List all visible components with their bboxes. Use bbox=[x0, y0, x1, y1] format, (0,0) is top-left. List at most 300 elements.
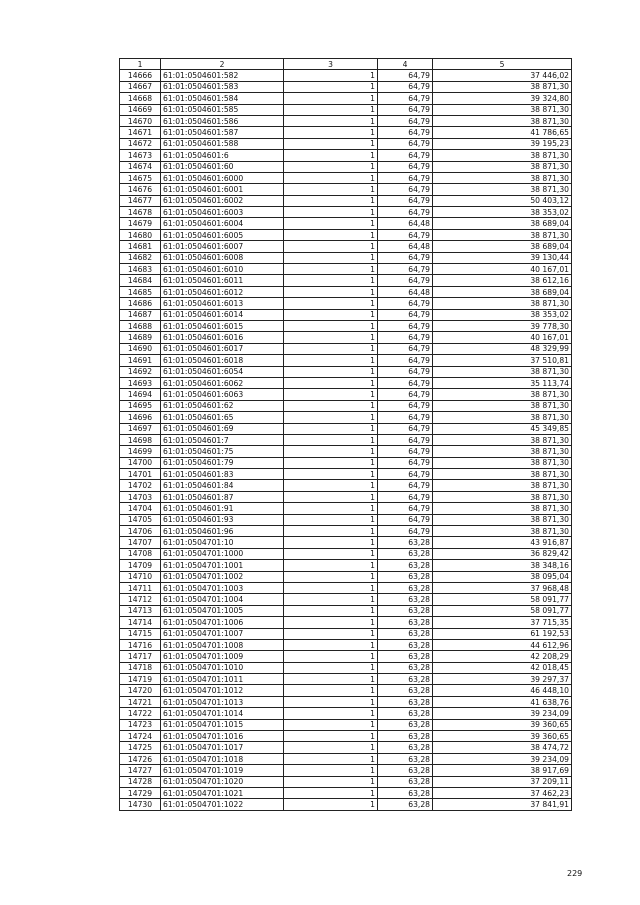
cadastral-number-cell: 61:01:0504701:1016 bbox=[161, 731, 284, 742]
table-row bbox=[120, 412, 572, 423]
table-body bbox=[120, 70, 572, 810]
count-cell: 1 bbox=[284, 560, 378, 571]
rate-cell: 64,79 bbox=[378, 469, 433, 480]
cadastral-number-cell: 61:01:0504601:69 bbox=[161, 423, 284, 434]
amount-cell: 38 871,30 bbox=[433, 150, 572, 161]
rate-cell: 64,79 bbox=[378, 446, 433, 457]
amount-cell: 39 360,65 bbox=[433, 719, 572, 730]
amount-cell: 38 917,69 bbox=[433, 765, 572, 776]
row-number-cell: 14703 bbox=[120, 491, 161, 502]
count-cell: 1 bbox=[284, 605, 378, 616]
cadastral-number-cell: 61:01:0504601:585 bbox=[161, 104, 284, 115]
count-cell: 1 bbox=[284, 765, 378, 776]
cadastral-number-cell: 61:01:0504601:584 bbox=[161, 93, 284, 104]
table-row bbox=[120, 605, 572, 616]
rate-cell: 63,28 bbox=[378, 731, 433, 742]
table-row bbox=[120, 377, 572, 388]
rate-cell: 63,28 bbox=[378, 548, 433, 559]
amount-cell: 38 871,30 bbox=[433, 412, 572, 423]
count-cell: 1 bbox=[284, 776, 378, 787]
count-cell: 1 bbox=[284, 434, 378, 445]
amount-cell: 38 871,30 bbox=[433, 491, 572, 502]
row-number-cell: 14704 bbox=[120, 503, 161, 514]
row-number-cell: 14690 bbox=[120, 343, 161, 354]
count-cell: 1 bbox=[284, 195, 378, 206]
count-cell: 1 bbox=[284, 309, 378, 320]
cadastral-number-cell: 61:01:0504701:1017 bbox=[161, 742, 284, 753]
amount-cell: 45 349,85 bbox=[433, 423, 572, 434]
cadastral-number-cell: 61:01:0504701:1012 bbox=[161, 685, 284, 696]
rate-cell: 64,79 bbox=[378, 389, 433, 400]
table-row bbox=[120, 776, 572, 787]
rate-cell: 63,28 bbox=[378, 628, 433, 639]
cadastral-number-cell: 61:01:0504701:1009 bbox=[161, 651, 284, 662]
amount-cell: 38 871,30 bbox=[433, 434, 572, 445]
cadastral-number-cell: 61:01:0504601:96 bbox=[161, 526, 284, 537]
cadastral-number-cell: 61:01:0504601:6014 bbox=[161, 309, 284, 320]
table-row bbox=[120, 241, 572, 252]
row-number-cell: 14714 bbox=[120, 617, 161, 628]
rate-cell: 64,79 bbox=[378, 423, 433, 434]
rate-cell: 64,79 bbox=[378, 400, 433, 411]
amount-cell: 38 871,30 bbox=[433, 115, 572, 126]
table-row bbox=[120, 252, 572, 263]
count-cell: 1 bbox=[284, 252, 378, 263]
row-number-cell: 14701 bbox=[120, 469, 161, 480]
amount-cell: 38 871,30 bbox=[433, 514, 572, 525]
count-cell: 1 bbox=[284, 207, 378, 218]
count-cell: 1 bbox=[284, 423, 378, 434]
amount-cell: 44 612,96 bbox=[433, 639, 572, 650]
table-row bbox=[120, 674, 572, 685]
count-cell: 1 bbox=[284, 617, 378, 628]
count-cell: 1 bbox=[284, 594, 378, 605]
count-cell: 1 bbox=[284, 788, 378, 799]
count-cell: 1 bbox=[284, 275, 378, 286]
row-number-cell: 14716 bbox=[120, 639, 161, 650]
cadastral-number-cell: 61:01:0504701:1014 bbox=[161, 708, 284, 719]
amount-cell: 58 091,77 bbox=[433, 605, 572, 616]
table-row bbox=[120, 343, 572, 354]
column-header-5: 5 bbox=[433, 59, 572, 70]
header-row bbox=[120, 59, 572, 70]
rate-cell: 64,79 bbox=[378, 229, 433, 240]
rate-cell: 64,79 bbox=[378, 457, 433, 468]
row-number-cell: 14699 bbox=[120, 446, 161, 457]
amount-cell: 38 871,30 bbox=[433, 457, 572, 468]
rate-cell: 64,79 bbox=[378, 298, 433, 309]
table-row bbox=[120, 104, 572, 115]
table-row bbox=[120, 560, 572, 571]
row-number-cell: 14709 bbox=[120, 560, 161, 571]
rate-cell: 64,48 bbox=[378, 286, 433, 297]
cadastral-number-cell: 61:01:0504601:93 bbox=[161, 514, 284, 525]
rate-cell: 63,28 bbox=[378, 639, 433, 650]
row-number-cell: 14707 bbox=[120, 537, 161, 548]
amount-cell: 42 018,45 bbox=[433, 662, 572, 673]
rate-cell: 63,28 bbox=[378, 799, 433, 810]
cadastral-number-cell: 61:01:0504601:6005 bbox=[161, 229, 284, 240]
count-cell: 1 bbox=[284, 662, 378, 673]
table-row bbox=[120, 150, 572, 161]
cadastral-number-cell: 61:01:0504601:6015 bbox=[161, 320, 284, 331]
amount-cell: 40 167,01 bbox=[433, 264, 572, 275]
rate-cell: 64,79 bbox=[378, 104, 433, 115]
rate-cell: 63,28 bbox=[378, 788, 433, 799]
rate-cell: 64,79 bbox=[378, 412, 433, 423]
table-row bbox=[120, 788, 572, 799]
table-row bbox=[120, 70, 572, 81]
rate-cell: 64,79 bbox=[378, 93, 433, 104]
cadastral-number-cell: 61:01:0504701:1021 bbox=[161, 788, 284, 799]
amount-cell: 37 446,02 bbox=[433, 70, 572, 81]
row-number-cell: 14674 bbox=[120, 161, 161, 172]
amount-cell: 38 871,30 bbox=[433, 172, 572, 183]
amount-cell: 38 689,04 bbox=[433, 218, 572, 229]
amount-cell: 38 871,30 bbox=[433, 81, 572, 92]
row-number-cell: 14727 bbox=[120, 765, 161, 776]
count-cell: 1 bbox=[284, 651, 378, 662]
column-header-1: 1 bbox=[120, 59, 161, 70]
count-cell: 1 bbox=[284, 571, 378, 582]
count-cell: 1 bbox=[284, 503, 378, 514]
rate-cell: 63,28 bbox=[378, 651, 433, 662]
rate-cell: 63,28 bbox=[378, 571, 433, 582]
count-cell: 1 bbox=[284, 286, 378, 297]
rate-cell: 64,79 bbox=[378, 526, 433, 537]
column-header-2: 2 bbox=[161, 59, 284, 70]
rate-cell: 63,28 bbox=[378, 617, 433, 628]
cadastral-number-cell: 61:01:0504701:1001 bbox=[161, 560, 284, 571]
rate-cell: 63,28 bbox=[378, 696, 433, 707]
count-cell: 1 bbox=[284, 161, 378, 172]
row-number-cell: 14668 bbox=[120, 93, 161, 104]
table-row bbox=[120, 320, 572, 331]
count-cell: 1 bbox=[284, 674, 378, 685]
rate-cell: 64,79 bbox=[378, 70, 433, 81]
cadastral-number-cell: 61:01:0504601:6004 bbox=[161, 218, 284, 229]
count-cell: 1 bbox=[284, 742, 378, 753]
rate-cell: 63,28 bbox=[378, 594, 433, 605]
rate-cell: 63,28 bbox=[378, 674, 433, 685]
amount-cell: 38 871,30 bbox=[433, 104, 572, 115]
count-cell: 1 bbox=[284, 548, 378, 559]
rate-cell: 64,79 bbox=[378, 480, 433, 491]
count-cell: 1 bbox=[284, 70, 378, 81]
amount-cell: 37 209,11 bbox=[433, 776, 572, 787]
row-number-cell: 14724 bbox=[120, 731, 161, 742]
row-number-cell: 14692 bbox=[120, 366, 161, 377]
table-row bbox=[120, 651, 572, 662]
count-cell: 1 bbox=[284, 264, 378, 275]
table-row bbox=[120, 617, 572, 628]
row-number-cell: 14726 bbox=[120, 753, 161, 764]
count-cell: 1 bbox=[284, 719, 378, 730]
row-number-cell: 14697 bbox=[120, 423, 161, 434]
cadastral-number-cell: 61:01:0504601:6008 bbox=[161, 252, 284, 263]
amount-cell: 37 510,81 bbox=[433, 355, 572, 366]
amount-cell: 48 329,99 bbox=[433, 343, 572, 354]
count-cell: 1 bbox=[284, 93, 378, 104]
rate-cell: 63,28 bbox=[378, 560, 433, 571]
count-cell: 1 bbox=[284, 81, 378, 92]
count-cell: 1 bbox=[284, 184, 378, 195]
amount-cell: 50 403,12 bbox=[433, 195, 572, 206]
table-row bbox=[120, 685, 572, 696]
rate-cell: 64,79 bbox=[378, 81, 433, 92]
rate-cell: 63,28 bbox=[378, 685, 433, 696]
count-cell: 1 bbox=[284, 138, 378, 149]
rate-cell: 64,79 bbox=[378, 434, 433, 445]
table-row bbox=[120, 526, 572, 537]
row-number-cell: 14702 bbox=[120, 480, 161, 491]
cadastral-number-cell: 61:01:0504601:6002 bbox=[161, 195, 284, 206]
cadastral-number-cell: 61:01:0504701:1011 bbox=[161, 674, 284, 685]
amount-cell: 38 474,72 bbox=[433, 742, 572, 753]
table-row bbox=[120, 93, 572, 104]
count-cell: 1 bbox=[284, 343, 378, 354]
amount-cell: 39 324,80 bbox=[433, 93, 572, 104]
count-cell: 1 bbox=[284, 491, 378, 502]
row-number-cell: 14666 bbox=[120, 70, 161, 81]
count-cell: 1 bbox=[284, 708, 378, 719]
row-number-cell: 14670 bbox=[120, 115, 161, 126]
rate-cell: 63,28 bbox=[378, 753, 433, 764]
row-number-cell: 14688 bbox=[120, 320, 161, 331]
amount-cell: 40 167,01 bbox=[433, 332, 572, 343]
row-number-cell: 14680 bbox=[120, 229, 161, 240]
amount-cell: 38 689,04 bbox=[433, 241, 572, 252]
table-row bbox=[120, 127, 572, 138]
table-row bbox=[120, 434, 572, 445]
row-number-cell: 14683 bbox=[120, 264, 161, 275]
rate-cell: 64,79 bbox=[378, 309, 433, 320]
table-row bbox=[120, 457, 572, 468]
count-cell: 1 bbox=[284, 218, 378, 229]
amount-cell: 38 612,16 bbox=[433, 275, 572, 286]
rate-cell: 63,28 bbox=[378, 582, 433, 593]
cadastral-number-cell: 61:01:0504601:583 bbox=[161, 81, 284, 92]
table-row bbox=[120, 332, 572, 343]
row-number-cell: 14725 bbox=[120, 742, 161, 753]
count-cell: 1 bbox=[284, 731, 378, 742]
cadastral-number-cell: 61:01:0504701:1019 bbox=[161, 765, 284, 776]
count-cell: 1 bbox=[284, 150, 378, 161]
row-number-cell: 14712 bbox=[120, 594, 161, 605]
cadastral-number-cell: 61:01:0504701:10 bbox=[161, 537, 284, 548]
rate-cell: 63,28 bbox=[378, 605, 433, 616]
row-number-cell: 14713 bbox=[120, 605, 161, 616]
cadastral-number-cell: 61:01:0504701:1002 bbox=[161, 571, 284, 582]
rate-cell: 64,79 bbox=[378, 264, 433, 275]
amount-cell: 41 638,76 bbox=[433, 696, 572, 707]
table-row bbox=[120, 594, 572, 605]
cadastral-number-cell: 61:01:0504601:84 bbox=[161, 480, 284, 491]
amount-cell: 38 348,16 bbox=[433, 560, 572, 571]
amount-cell: 41 786,65 bbox=[433, 127, 572, 138]
cadastral-number-cell: 61:01:0504701:1004 bbox=[161, 594, 284, 605]
amount-cell: 38 353,02 bbox=[433, 309, 572, 320]
cadastral-number-cell: 61:01:0504701:1022 bbox=[161, 799, 284, 810]
rate-cell: 64,79 bbox=[378, 127, 433, 138]
count-cell: 1 bbox=[284, 127, 378, 138]
table-row bbox=[120, 161, 572, 172]
row-number-cell: 14730 bbox=[120, 799, 161, 810]
amount-cell: 39 130,44 bbox=[433, 252, 572, 263]
count-cell: 1 bbox=[284, 469, 378, 480]
count-cell: 1 bbox=[284, 400, 378, 411]
rate-cell: 64,79 bbox=[378, 115, 433, 126]
row-number-cell: 14679 bbox=[120, 218, 161, 229]
row-number-cell: 14682 bbox=[120, 252, 161, 263]
cadastral-number-cell: 61:01:0504601:6016 bbox=[161, 332, 284, 343]
cadastral-number-cell: 61:01:0504601:6013 bbox=[161, 298, 284, 309]
cadastral-number-cell: 61:01:0504601:6012 bbox=[161, 286, 284, 297]
amount-cell: 38 871,30 bbox=[433, 298, 572, 309]
column-header-3: 3 bbox=[284, 59, 378, 70]
row-number-cell: 14708 bbox=[120, 548, 161, 559]
data-table bbox=[119, 58, 572, 811]
table-row bbox=[120, 195, 572, 206]
amount-cell: 38 871,30 bbox=[433, 366, 572, 377]
cadastral-number-cell: 61:01:0504601:65 bbox=[161, 412, 284, 423]
cadastral-number-cell: 61:01:0504601:83 bbox=[161, 469, 284, 480]
row-number-cell: 14685 bbox=[120, 286, 161, 297]
row-number-cell: 14721 bbox=[120, 696, 161, 707]
table-row bbox=[120, 571, 572, 582]
count-cell: 1 bbox=[284, 412, 378, 423]
row-number-cell: 14677 bbox=[120, 195, 161, 206]
cadastral-number-cell: 61:01:0504601:587 bbox=[161, 127, 284, 138]
amount-cell: 38 689,04 bbox=[433, 286, 572, 297]
cadastral-number-cell: 61:01:0504601:7 bbox=[161, 434, 284, 445]
rate-cell: 63,28 bbox=[378, 537, 433, 548]
cadastral-number-cell: 61:01:0504601:582 bbox=[161, 70, 284, 81]
row-number-cell: 14687 bbox=[120, 309, 161, 320]
table-row bbox=[120, 708, 572, 719]
table-row bbox=[120, 207, 572, 218]
row-number-cell: 14675 bbox=[120, 172, 161, 183]
amount-cell: 37 715,35 bbox=[433, 617, 572, 628]
table-row bbox=[120, 628, 572, 639]
row-number-cell: 14672 bbox=[120, 138, 161, 149]
rate-cell: 63,28 bbox=[378, 765, 433, 776]
row-number-cell: 14673 bbox=[120, 150, 161, 161]
count-cell: 1 bbox=[284, 685, 378, 696]
amount-cell: 38 871,30 bbox=[433, 184, 572, 195]
amount-cell: 38 871,30 bbox=[433, 446, 572, 457]
cadastral-number-cell: 61:01:0504601:6018 bbox=[161, 355, 284, 366]
amount-cell: 39 234,09 bbox=[433, 708, 572, 719]
cadastral-number-cell: 61:01:0504601:6010 bbox=[161, 264, 284, 275]
amount-cell: 37 462,23 bbox=[433, 788, 572, 799]
cadastral-number-cell: 61:01:0504601:91 bbox=[161, 503, 284, 514]
row-number-cell: 14686 bbox=[120, 298, 161, 309]
count-cell: 1 bbox=[284, 446, 378, 457]
table-row bbox=[120, 548, 572, 559]
row-number-cell: 14728 bbox=[120, 776, 161, 787]
cadastral-number-cell: 61:01:0504601:6007 bbox=[161, 241, 284, 252]
table-row bbox=[120, 491, 572, 502]
table-row bbox=[120, 799, 572, 810]
amount-cell: 38 871,30 bbox=[433, 480, 572, 491]
rate-cell: 64,79 bbox=[378, 138, 433, 149]
amount-cell: 38 871,30 bbox=[433, 503, 572, 514]
row-number-cell: 14693 bbox=[120, 377, 161, 388]
rate-cell: 64,79 bbox=[378, 252, 433, 263]
row-number-cell: 14678 bbox=[120, 207, 161, 218]
rate-cell: 64,79 bbox=[378, 491, 433, 502]
table-row bbox=[120, 469, 572, 480]
page-number: 229 bbox=[567, 869, 583, 878]
amount-cell: 38 353,02 bbox=[433, 207, 572, 218]
cadastral-number-cell: 61:01:0504701:1000 bbox=[161, 548, 284, 559]
rate-cell: 64,79 bbox=[378, 377, 433, 388]
cadastral-number-cell: 61:01:0504601:6062 bbox=[161, 377, 284, 388]
cadastral-number-cell: 61:01:0504601:586 bbox=[161, 115, 284, 126]
count-cell: 1 bbox=[284, 377, 378, 388]
cadastral-number-cell: 61:01:0504601:75 bbox=[161, 446, 284, 457]
count-cell: 1 bbox=[284, 115, 378, 126]
rate-cell: 64,48 bbox=[378, 218, 433, 229]
cadastral-number-cell: 61:01:0504601:62 bbox=[161, 400, 284, 411]
row-number-cell: 14691 bbox=[120, 355, 161, 366]
table-row bbox=[120, 218, 572, 229]
cadastral-number-cell: 61:01:0504701:1010 bbox=[161, 662, 284, 673]
table-row bbox=[120, 446, 572, 457]
row-number-cell: 14720 bbox=[120, 685, 161, 696]
row-number-cell: 14705 bbox=[120, 514, 161, 525]
table-row bbox=[120, 662, 572, 673]
count-cell: 1 bbox=[284, 355, 378, 366]
table-row bbox=[120, 753, 572, 764]
cadastral-number-cell: 61:01:0504601:6000 bbox=[161, 172, 284, 183]
amount-cell: 46 448,10 bbox=[433, 685, 572, 696]
rate-cell: 64,79 bbox=[378, 366, 433, 377]
cadastral-number-cell: 61:01:0504601:79 bbox=[161, 457, 284, 468]
rate-cell: 63,28 bbox=[378, 742, 433, 753]
rate-cell: 63,28 bbox=[378, 708, 433, 719]
amount-cell: 38 871,30 bbox=[433, 526, 572, 537]
row-number-cell: 14696 bbox=[120, 412, 161, 423]
rate-cell: 64,79 bbox=[378, 320, 433, 331]
table-row bbox=[120, 537, 572, 548]
row-number-cell: 14711 bbox=[120, 582, 161, 593]
count-cell: 1 bbox=[284, 104, 378, 115]
amount-cell: 38 095,04 bbox=[433, 571, 572, 582]
row-number-cell: 14719 bbox=[120, 674, 161, 685]
count-cell: 1 bbox=[284, 366, 378, 377]
cadastral-number-cell: 61:01:0504701:1003 bbox=[161, 582, 284, 593]
table-row bbox=[120, 765, 572, 776]
rate-cell: 64,79 bbox=[378, 195, 433, 206]
table-row bbox=[120, 264, 572, 275]
rate-cell: 64,79 bbox=[378, 150, 433, 161]
amount-cell: 58 091,77 bbox=[433, 594, 572, 605]
cadastral-number-cell: 61:01:0504601:588 bbox=[161, 138, 284, 149]
amount-cell: 36 829,42 bbox=[433, 548, 572, 559]
count-cell: 1 bbox=[284, 320, 378, 331]
table-row bbox=[120, 355, 572, 366]
amount-cell: 39 195,23 bbox=[433, 138, 572, 149]
row-number-cell: 14715 bbox=[120, 628, 161, 639]
amount-cell: 39 778,30 bbox=[433, 320, 572, 331]
rate-cell: 64,79 bbox=[378, 332, 433, 343]
table-row bbox=[120, 639, 572, 650]
table-row bbox=[120, 275, 572, 286]
table-row bbox=[120, 400, 572, 411]
rate-cell: 64,79 bbox=[378, 343, 433, 354]
